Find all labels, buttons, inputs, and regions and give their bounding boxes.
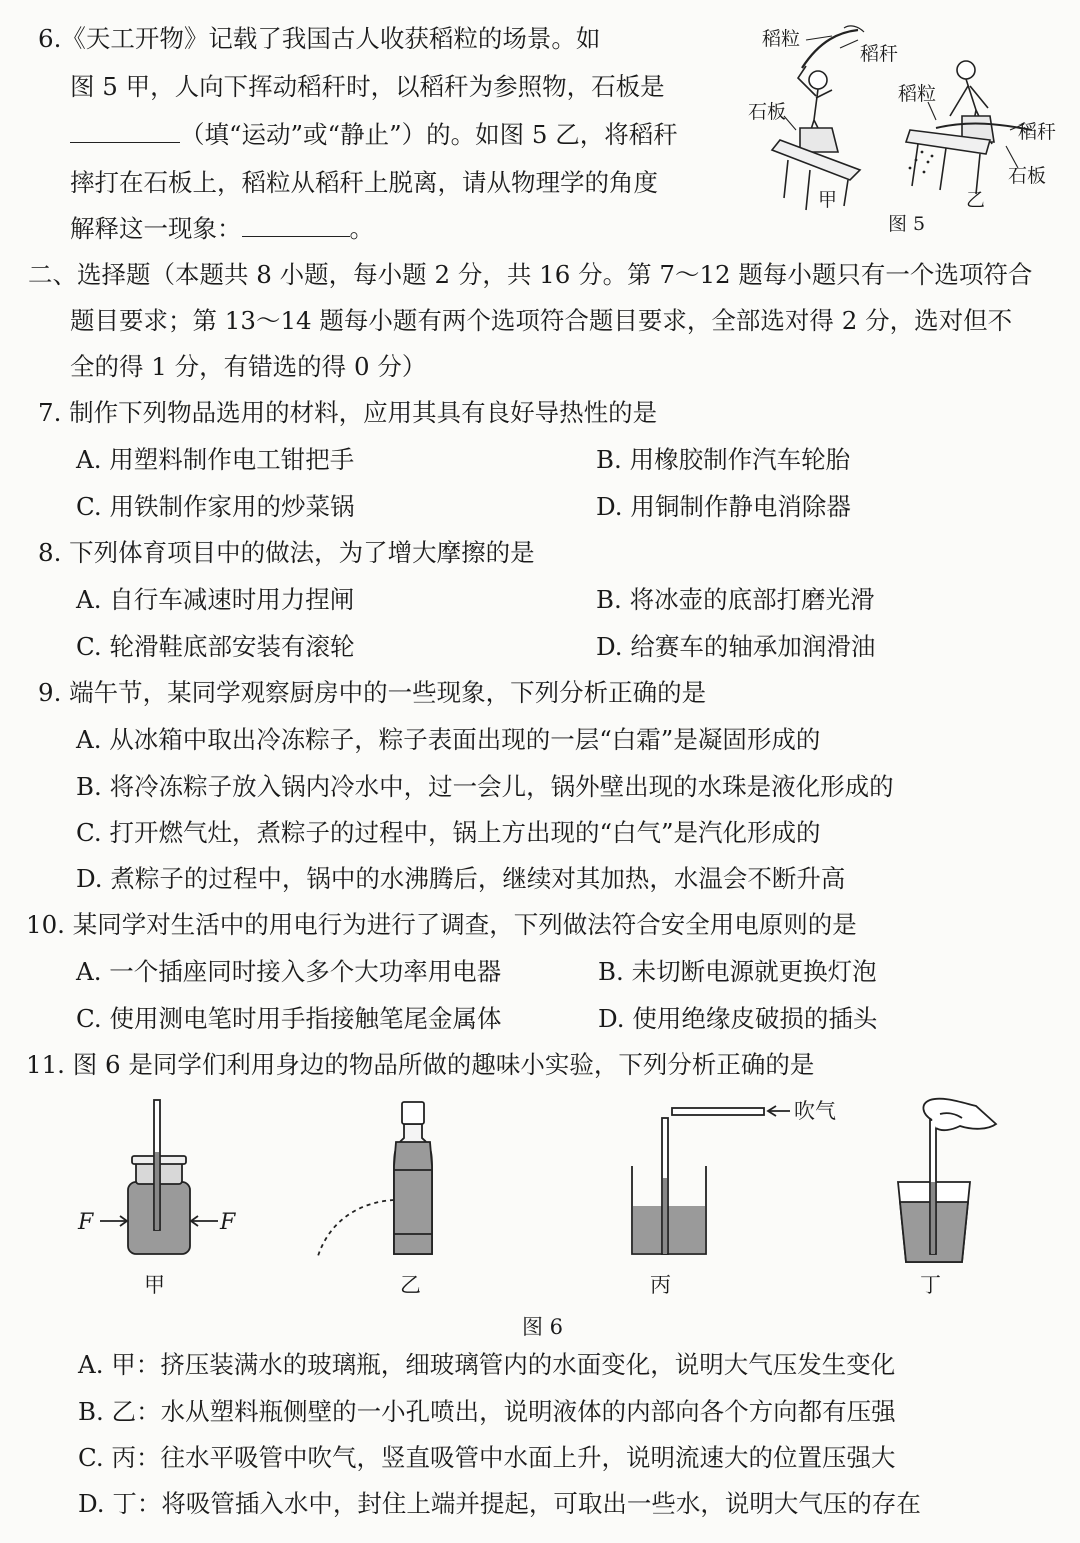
- section2-line-2: 题目要求；第 13～14 题每小题有两个选项符合题目要求，全部选对得 2 分，选对但不: [70, 306, 1013, 335]
- fig6-panel-yi: 乙: [400, 1273, 421, 1297]
- fig6-force-right: F: [220, 1210, 236, 1235]
- section2-line-1: 二、选择题（本题共 8 小题，每小题 2 分，共 16 分。第 7～12 题每小题只有一个选项符合: [28, 260, 1033, 289]
- fig5-label-yi: 乙: [966, 189, 986, 211]
- answer-blank[interactable]: [70, 120, 180, 143]
- q7-option-b[interactable]: B. 用橡胶制作汽车轮胎: [596, 445, 851, 474]
- q10-option-c[interactable]: C. 使用测电笔时用手指接触笔尾金属体: [76, 1004, 502, 1033]
- q8-option-b[interactable]: B. 将冰壶的底部打磨光滑: [596, 585, 875, 614]
- fig5-label-stalk: 稻秆: [860, 43, 899, 65]
- q6-line-2: 图 5 甲，人向下挥动稻秆时，以稻秆为参照物，石板是: [70, 72, 665, 101]
- q6-line-3-text: （填“运动”或“静止”）的。如图 5 乙，将稻秆: [180, 120, 678, 149]
- q10-option-b[interactable]: B. 未切断电源就更换灯泡: [598, 957, 877, 986]
- q6-line-3: [70, 118, 678, 152]
- figure-5: [740, 20, 1070, 240]
- fig6-caption: 图 6: [522, 1315, 564, 1339]
- q10-option-a[interactable]: A. 一个插座同时接入多个大功率用电器: [76, 957, 502, 986]
- q8-option-a[interactable]: A. 自行车减速时用力捏闸: [76, 585, 355, 614]
- q9-option-a[interactable]: A. 从冰箱中取出冷冻粽子，粽子表面出现的一层“白霜”是凝固形成的: [76, 725, 821, 754]
- q10-option-d[interactable]: D. 使用绝缘皮破损的插头: [598, 1004, 878, 1033]
- figure-6: [60, 1090, 1040, 1340]
- q11-option-a[interactable]: A. 甲：挤压装满水的玻璃瓶，细玻璃管内的水面变化，说明大气压发生变化: [78, 1350, 896, 1379]
- fig5-label-stone-2: 石板: [1008, 165, 1047, 187]
- q6-line-5-end: 。: [349, 214, 374, 243]
- fig5-label-jia: 甲: [818, 189, 838, 211]
- q8-option-d[interactable]: D. 给赛车的轴承加润滑油: [596, 632, 876, 661]
- q11-option-b[interactable]: B. 乙：水从塑料瓶侧壁的一小孔喷出，说明液体的内部向各个方向都有压强: [78, 1397, 896, 1426]
- fig5-label-grain: 稻粒: [762, 28, 801, 50]
- q9-option-b[interactable]: B. 将冷冻粽子放入锅内冷水中，过一会儿，锅外壁出现的水珠是液化形成的: [76, 772, 894, 801]
- fig5-label-stone: 石板: [748, 101, 787, 123]
- fig6-panel-ding: 丁: [920, 1273, 941, 1297]
- q8-option-c[interactable]: C. 轮滑鞋底部安装有滚轮: [76, 632, 355, 661]
- q7-option-d[interactable]: D. 用铜制作静电消除器: [596, 492, 851, 521]
- fig6-panel-jia: 甲: [144, 1273, 165, 1297]
- q11-option-c[interactable]: C. 丙：往水平吸管中吹气，竖直吸管中水面上升，说明流速大的位置压强大: [78, 1443, 896, 1472]
- q6-line-5: [70, 212, 374, 246]
- fig5-label-grain-2: 稻粒: [898, 83, 937, 105]
- q9-stem: 9. 端午节，某同学观察厨房中的一些现象，下列分析正确的是: [38, 678, 707, 707]
- fig5-caption: 图 5: [888, 213, 926, 235]
- q9-option-d[interactable]: D. 煮粽子的过程中，锅中的水沸腾后，继续对其加热，水温会不断升高: [76, 864, 846, 893]
- fig6-panel-bing: 丙: [650, 1273, 671, 1297]
- fig6-blow-label: 吹气: [794, 1099, 836, 1123]
- q9-option-c[interactable]: C. 打开燃气灶，煮粽子的过程中，锅上方出现的“白气”是汽化形成的: [76, 818, 821, 847]
- fig6-force-left: F: [78, 1210, 94, 1235]
- fig5-label-stalk-2: 稻秆: [1018, 121, 1057, 143]
- q6-line-5-text: 解释这一现象：: [70, 214, 242, 243]
- q8-stem: 8. 下列体育项目中的做法，为了增大摩擦的是: [38, 538, 535, 567]
- q6-line-1: 6.《天工开物》记载了我国古人收获稻粒的场景。如: [38, 24, 601, 53]
- q7-option-c[interactable]: C. 用铁制作家用的炒菜锅: [76, 492, 355, 521]
- q7-option-a[interactable]: A. 用塑料制作电工钳把手: [76, 445, 355, 474]
- q6-line-4: 摔打在石板上，稻粒从稻秆上脱离，请从物理学的角度: [70, 168, 658, 197]
- section2-line-3: 全的得 1 分，有错选的得 0 分）: [70, 352, 427, 381]
- answer-blank[interactable]: [242, 214, 350, 237]
- q11-stem: 11. 图 6 是同学们利用身边的物品所做的趣味小实验，下列分析正确的是: [26, 1050, 815, 1079]
- q11-option-d[interactable]: D. 丁：将吸管插入水中，封住上端并提起，可取出一些水，说明大气压的存在: [78, 1489, 921, 1518]
- q7-stem: 7. 制作下列物品选用的材料，应用其具有良好导热性的是: [38, 398, 658, 427]
- q10-stem: 10. 某同学对生活中的用电行为进行了调查，下列做法符合安全用电原则的是: [26, 910, 857, 939]
